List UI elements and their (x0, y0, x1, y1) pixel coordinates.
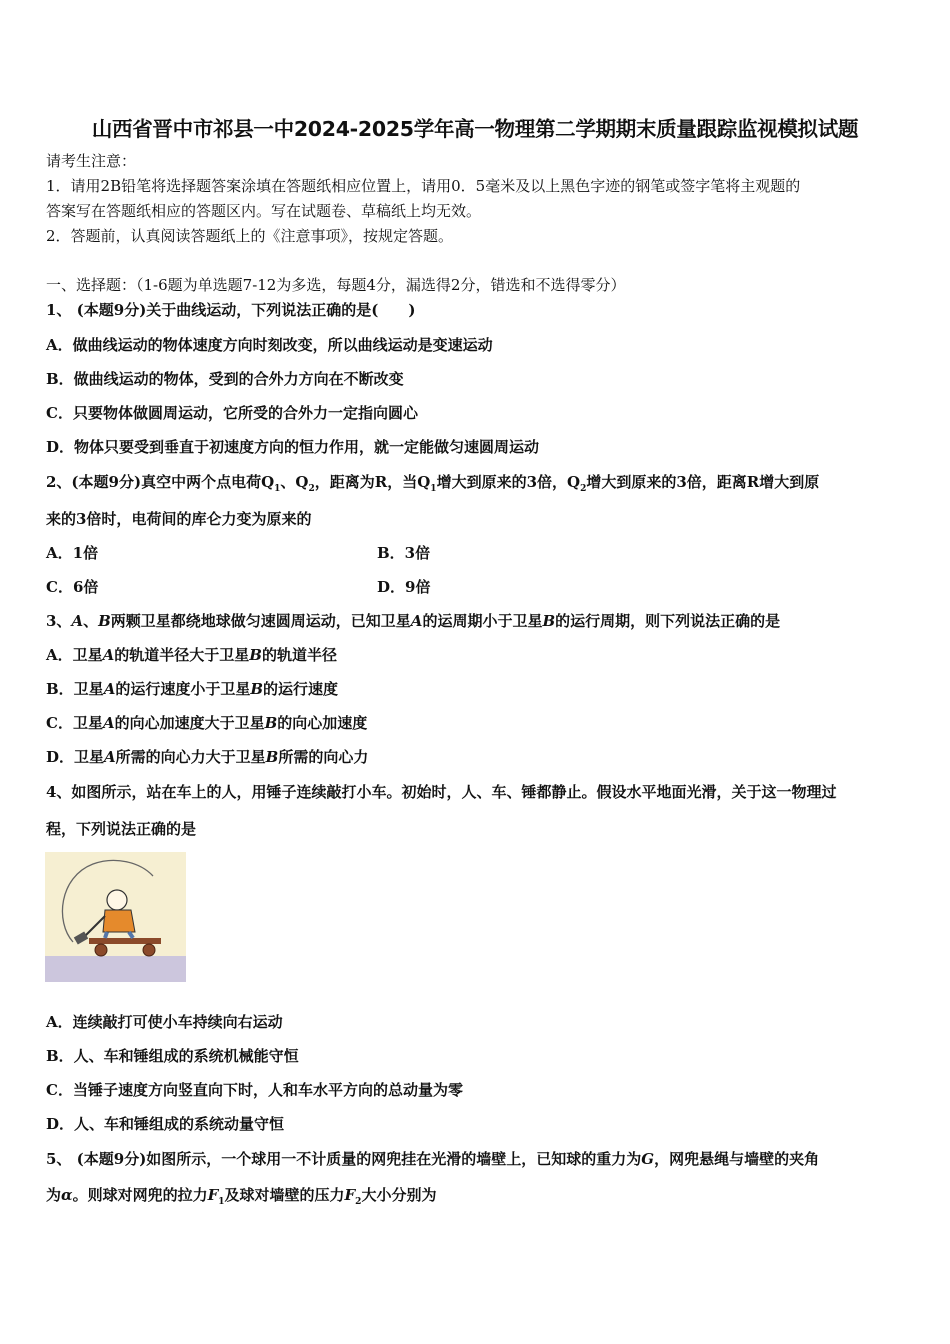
q3-b-sat-a: A (103, 680, 116, 698)
q3-sat-b-2: B (542, 612, 556, 630)
question-3-option-d (46, 746, 908, 768)
question-4-option-b: B．人、车和锤组成的系统机械能守恒 (46, 1047, 299, 1065)
person-head (107, 890, 127, 910)
q3-sat-a: A (71, 612, 84, 630)
figure-ground (45, 956, 186, 982)
q3-d-sat-b: B (265, 748, 279, 766)
question-4-option-d: D．人、车和锤组成的系统动量守恒 (46, 1115, 285, 1133)
q3-a-sat-a: A (102, 646, 115, 664)
question-2-option-b: B．3倍 (377, 544, 431, 562)
question-3-option-a (46, 644, 908, 666)
q5-alpha: α (61, 1186, 73, 1204)
q3-c-mid: 的向心加速度大于卫星 (114, 714, 265, 732)
question-1-option-c: C．只要物体做圆周运动，它所受的合外力一定指向圆心 (46, 404, 418, 422)
question-3-option-c (46, 712, 908, 734)
q5-text-2: ，网兜悬绳与墙壁的夹角 (654, 1150, 820, 1168)
question-4-option-a: A．连续敲打可使小车持续向右运动 (46, 1013, 283, 1031)
q3-text-1: 两颗卫星都绕地球做匀速圆周运动，已知卫星 (110, 612, 411, 630)
question-1-option-a: A．做曲线运动的物体速度方向时刻改变，所以曲线运动是变速运动 (46, 336, 493, 354)
q3-sep: 、 (83, 612, 99, 630)
question-2-stem-line-2: 来的3倍时，电荷间的库仑力变为原来的 (46, 510, 312, 528)
question-5-stem-line-1 (46, 1148, 908, 1170)
q5-line2-text-2: 。则球对网兜的拉力 (72, 1186, 208, 1204)
q3-d-mid: 所需的向心力大于卫星 (115, 748, 266, 766)
q3-num: 3、 (46, 612, 72, 630)
q5-line2-text-3: 及球对墙壁的压力 (224, 1186, 345, 1204)
cart-body (89, 938, 161, 944)
q5-line2-text-4: 大小分别为 (361, 1186, 437, 1204)
cart-wheel-right (143, 944, 155, 956)
page-title: 山西省晋中市祁县一中2024-2025学年高一物理第二学期期末质量跟踪监视模拟试题 (91, 117, 859, 141)
notice-heading: 请考生注意： (46, 152, 137, 170)
q3-sat-b: B (98, 612, 111, 630)
q3-c-label: C．卫星 (46, 714, 103, 732)
q3-c-end: 的向心加速度 (277, 714, 368, 732)
notice-item-1-line-1: 1．请用2B铅笔将选择题答案涂填在答题纸相应位置上，请用0．5毫米及以上黑色字迹的钢笔或签字笔将主观题的 (46, 177, 801, 195)
question-2-option-a: A．1倍 (46, 544, 99, 562)
q3-b-label: B．卫星 (46, 680, 104, 698)
q5-f1: F (207, 1186, 219, 1204)
question-5-stem-line-2 (46, 1184, 908, 1213)
q3-c-sat-a: A (102, 714, 115, 732)
person-body (103, 910, 135, 932)
q2-sub-1: 1 (274, 484, 281, 494)
q2-sep: 、Q (280, 473, 309, 491)
q2-text-3: 增大到原来的3倍，Q (436, 473, 581, 491)
q3-c-sat-b: B (264, 714, 278, 732)
q2-text-2: ，距离为R，当Q (314, 473, 431, 491)
q3-d-sat-a: A (104, 748, 116, 766)
q2-sub-4: 2 (580, 484, 587, 494)
q3-a-label: A．卫星 (46, 646, 103, 664)
question-2-option-d: D．9倍 (377, 578, 431, 596)
hammer-cart-figure (45, 852, 186, 982)
q3-b-end: 的运行速度 (263, 680, 339, 698)
q5-sub-1: 1 (218, 1197, 225, 1207)
q3-b-sat-b: B (250, 680, 264, 698)
question-4-stem-line-2: 程，下列说法正确的是 (46, 820, 197, 838)
cart-wheel-left (95, 944, 107, 956)
question-3-stem (46, 610, 908, 632)
q3-d-end: 所需的向心力 (278, 748, 369, 766)
q3-d-label: D．卫星 (46, 748, 105, 766)
q3-sat-a-2: A (410, 612, 423, 630)
question-2-option-c: C．6倍 (46, 578, 99, 596)
section-heading: 一、选择题：（1-6题为单选题7-12为多选，每题4分，漏选得2分，错选和不选得零分） (46, 276, 626, 294)
question-2-stem-line-1 (46, 471, 908, 500)
q5-sub-2: 2 (355, 1197, 362, 1207)
q3-a-end: 的轨道半径 (261, 646, 337, 664)
question-4-option-c: C．当锤子速度方向竖直向下时，人和车水平方向的总动量为零 (46, 1081, 463, 1099)
question-2-row-1 (46, 542, 908, 564)
q3-text-2: 的运周期小于卫星 (422, 612, 543, 630)
q2-sub-3: 1 (430, 484, 437, 494)
q5-g: G (641, 1150, 655, 1168)
question-1-option-b: B．做曲线运动的物体，受到的合外力方向在不断改变 (46, 370, 404, 388)
q5-f2: F (344, 1186, 356, 1204)
question-4-stem-line-1: 4、如图所示，站在车上的人，用锤子连续敲打小车。初始时，人、车、锤都静止。假设水平地面光滑，关于这一物理过 (46, 783, 837, 801)
q2-text-1: 2、(本题9分)真空中两个点电荷Q (46, 473, 275, 491)
question-2-row-2 (46, 576, 908, 598)
notice-item-2: 2．答题前，认真阅读答题纸上的《注意事项》，按规定答题。 (46, 227, 454, 245)
question-3-option-b (46, 678, 908, 700)
q2-text-4: 增大到原来的3倍，距离R增大到原 (586, 473, 820, 491)
question-1-option-d: D．物体只要受到垂直于初速度方向的恒力作用，就一定能做匀速圆周运动 (46, 438, 540, 456)
question-1-stem: 1、 (本题9分)关于曲线运动，下列说法正确的是( ) (46, 301, 416, 319)
q3-text-3: 的运行周期，则下列说法正确的是 (555, 612, 781, 630)
notice-item-1-line-2: 答案写在答题纸相应的答题区内。写在试题卷、草稿纸上均无效。 (46, 202, 482, 220)
q3-b-mid: 的运行速度小于卫星 (115, 680, 251, 698)
q3-a-mid: 的轨道半径大于卫星 (114, 646, 250, 664)
q2-sub-2: 2 (308, 484, 315, 494)
q5-line2-text-1: 为 (46, 1186, 62, 1204)
q3-a-sat-b: B (249, 646, 262, 664)
q5-text-1: 5、 (本题9分)如图所示，一个球用一不计质量的网兜挂在光滑的墙壁上，已知球的重力为 (46, 1150, 642, 1168)
